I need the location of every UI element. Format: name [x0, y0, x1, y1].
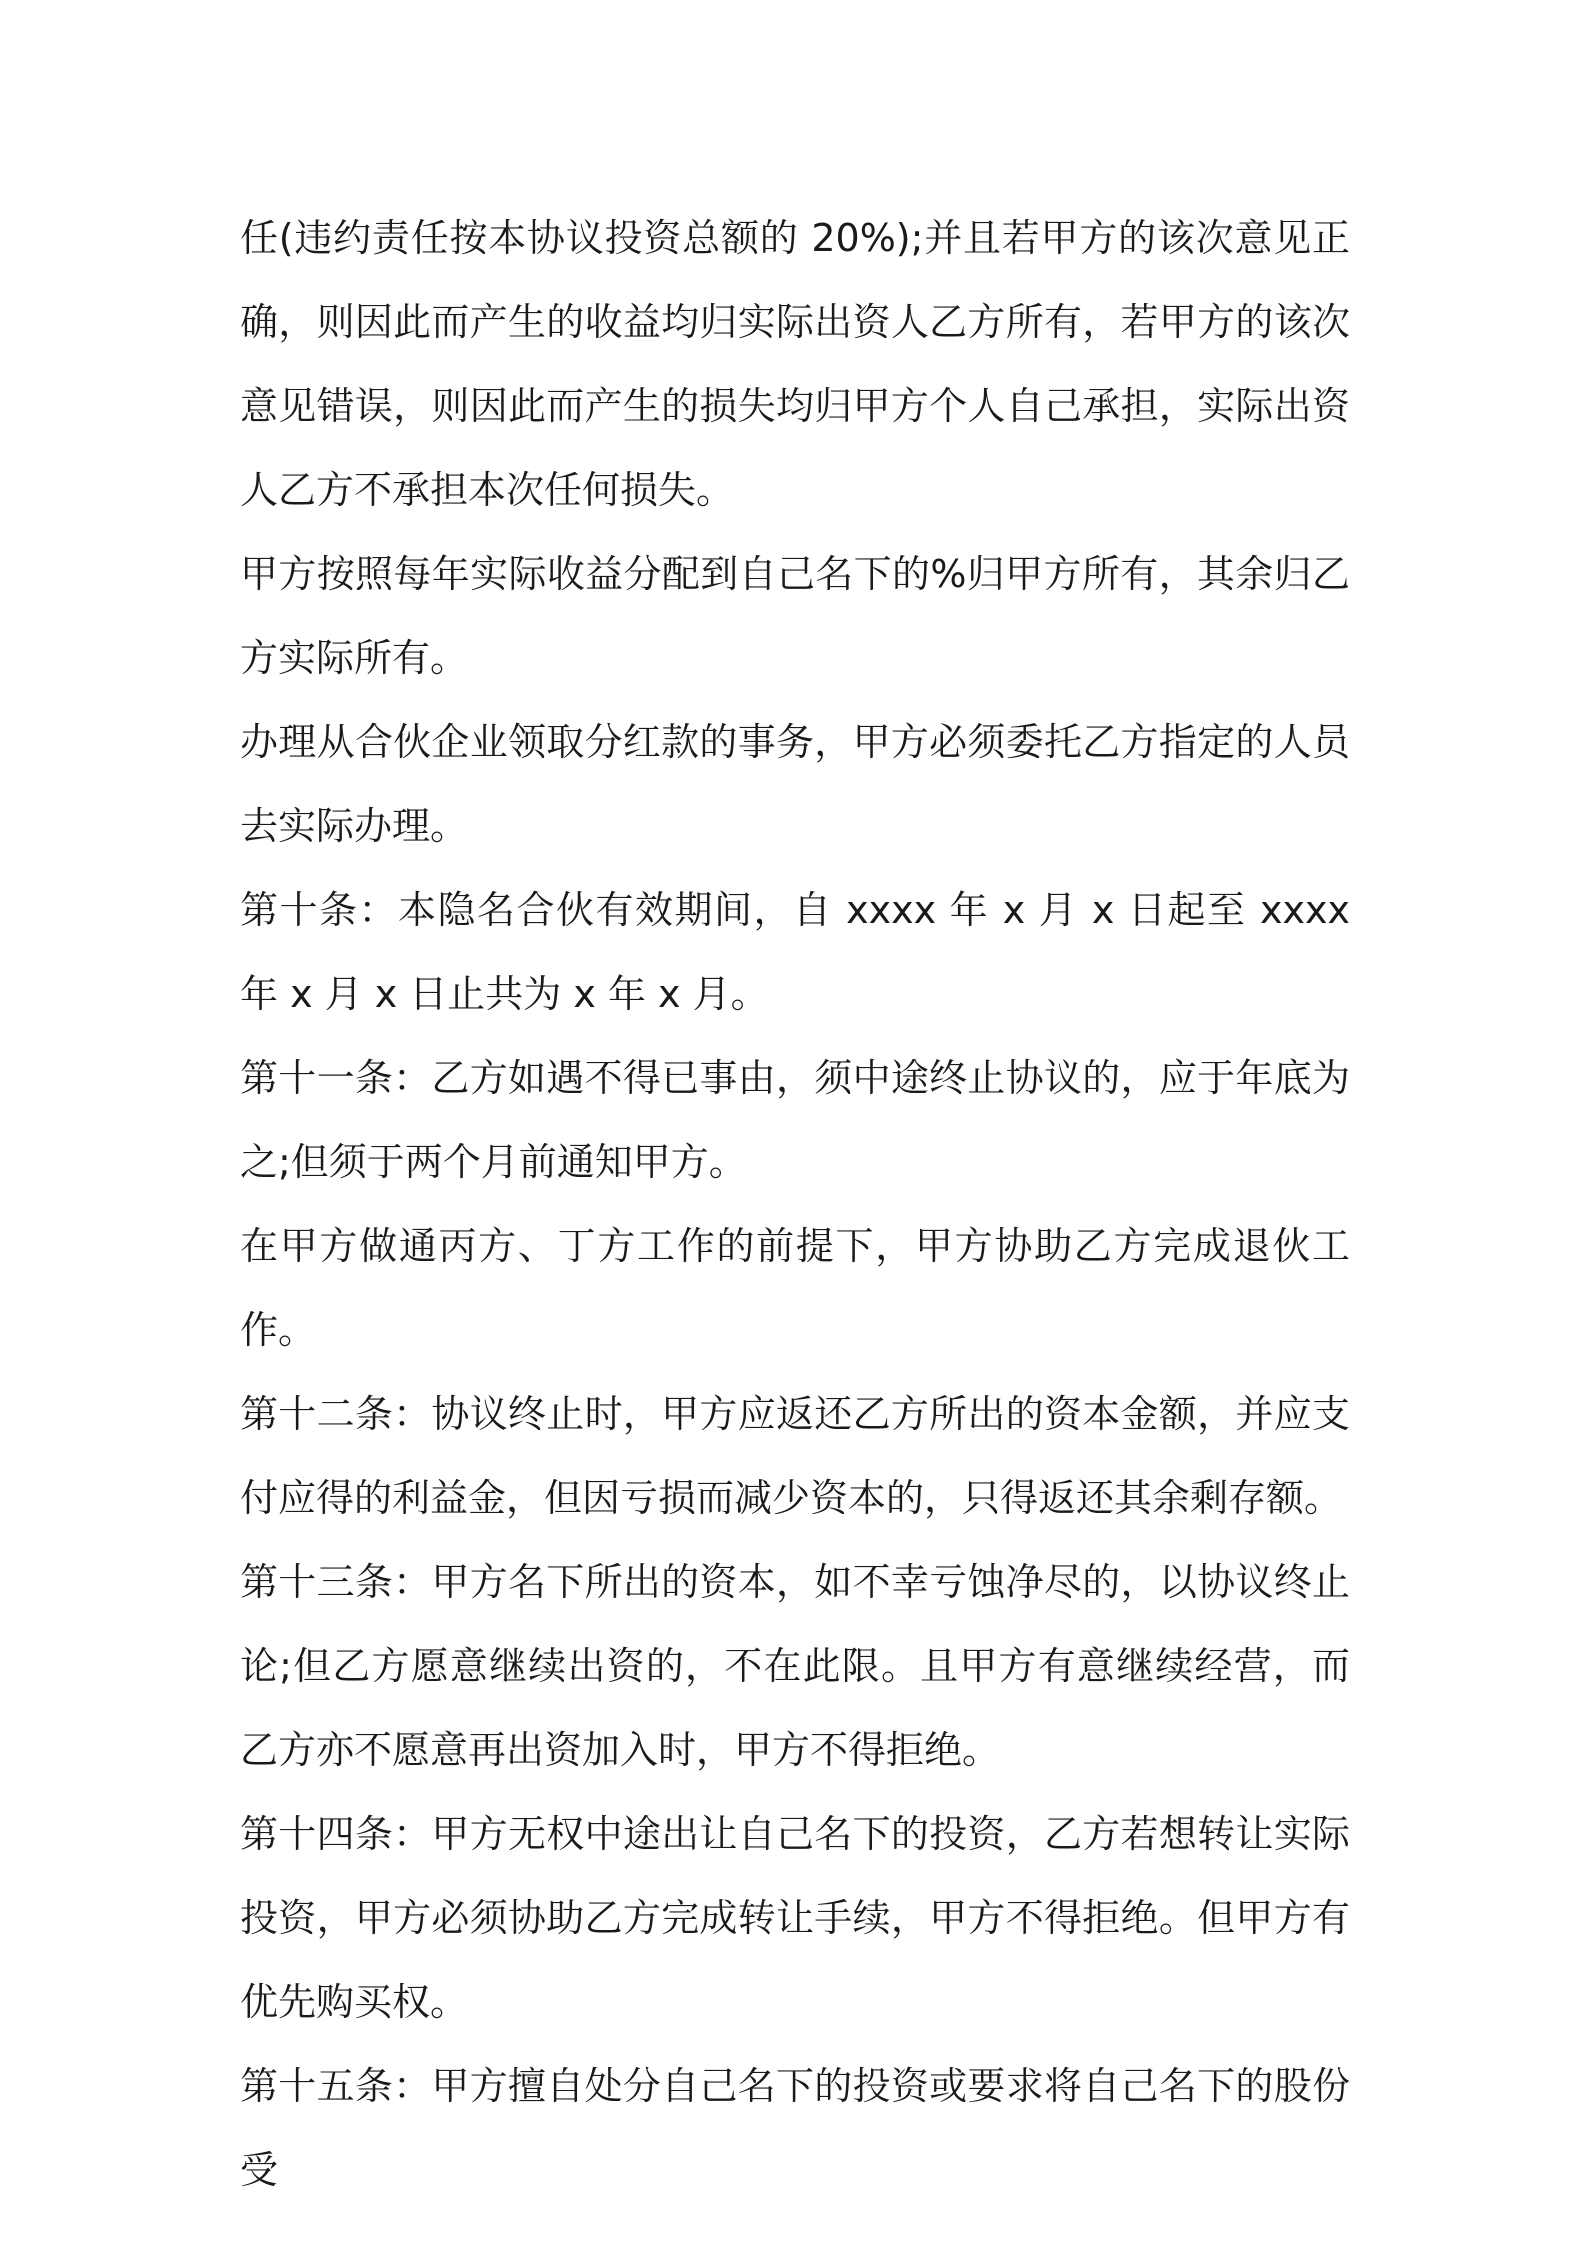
paragraph-withdrawal-assistance: 在甲方做通丙方、丁方工作的前提下，甲方协助乙方完成退伙工作。: [240, 1224, 1350, 1352]
document-body: [240, 196, 1350, 2212]
paragraph-article-12: 第十二条：协议终止时，甲方应返还乙方所出的资本金额，并应支付应得的利益金，但因亏损而减少资本的，只得返还其余剩存额。: [240, 1392, 1350, 1520]
paragraph-profit-distribution: 甲方按照每年实际收益分配到自己名下的%归甲方所有，其余归乙方实际所有。: [240, 552, 1350, 680]
paragraph-article-10: 第十条：本隐名合伙有效期间，自 xxxx 年 x 月 x 日起至 xxxx 年 x 月 x 日止共为 x 年 x 月。: [240, 888, 1350, 1016]
paragraph-dividend-handling: 办理从合伙企业领取分红款的事务，甲方必须委托乙方指定的人员去实际办理。: [240, 720, 1350, 848]
paragraph-article-11: 第十一条：乙方如遇不得已事由，须中途终止协议的，应于年底为之;但须于两个月前通知甲方。: [240, 1056, 1350, 1184]
paragraph-article-13: 第十三条：甲方名下所出的资本，如不幸亏蚀净尽的，以协议终止论;但乙方愿意继续出资的，不在此限。且甲方有意继续经营，而乙方亦不愿意再出资加入时，甲方不得拒绝。: [240, 1560, 1350, 1772]
paragraph-article-14: 第十四条：甲方无权中途出让自己名下的投资，乙方若想转让实际投资，甲方必须协助乙方完成转让手续，甲方不得拒绝。但甲方有优先购买权。: [240, 1812, 1350, 2024]
paragraph-liability-continuation: 任(违约责任按本协议投资总额的 20%);并且若甲方的该次意见正确，则因此而产生的收益均归实际出资人乙方所有，若甲方的该次意见错误，则因此而产生的损失均归甲方个人自己承担，实际出资人乙方不承担本次任何损失。: [240, 216, 1350, 512]
paragraph-article-15: 第十五条：甲方擅自处分自己名下的投资或要求将自己名下的股份受: [240, 2064, 1350, 2192]
